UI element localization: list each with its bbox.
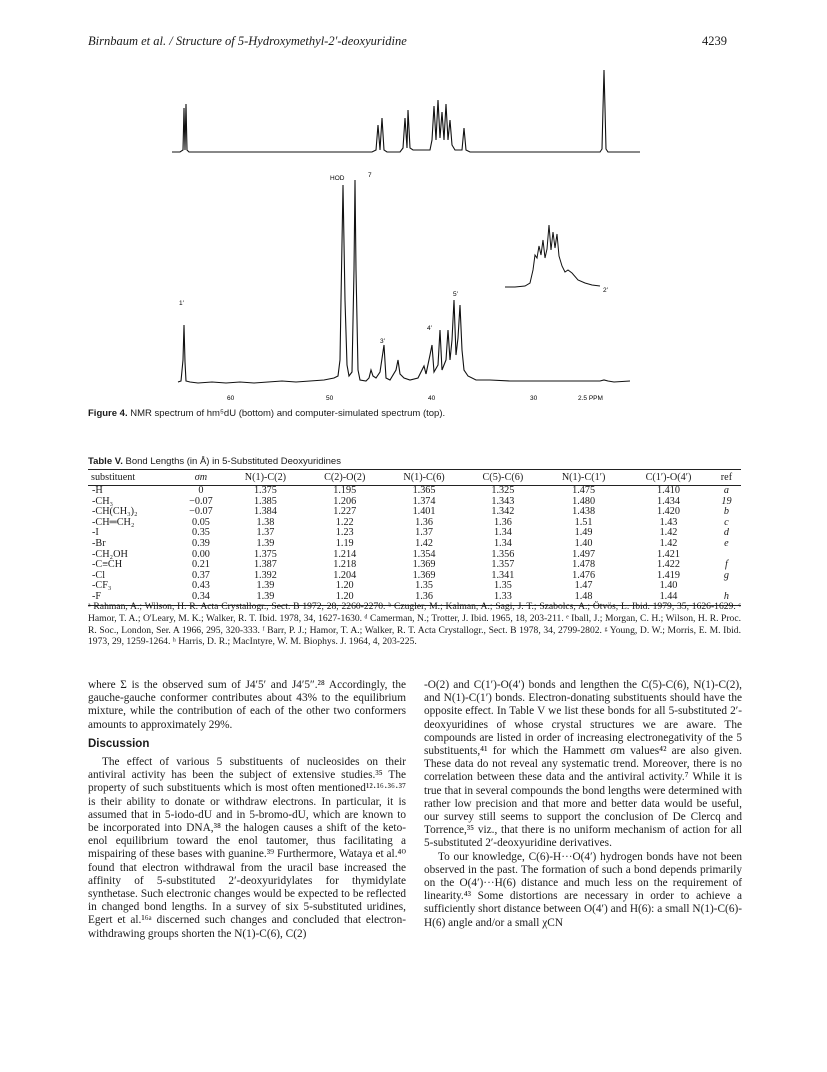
table-cell: 1.42 [415,537,433,549]
table-cell: -CF₃ [92,580,112,592]
table-cell: 1.39 [256,537,275,549]
table-cell: 0.43 [192,580,210,592]
table-cell: a [723,485,729,496]
table-cell: d [723,527,729,539]
table-cell: 1.40 [659,580,678,592]
table-cell: 1.374 [412,495,436,507]
table-cell: 1.354 [412,548,436,560]
table-cell: 1.475 [572,485,596,496]
table-header-row [88,470,741,486]
col-header-c1po4p: C(1′)-O(4′) [625,470,712,486]
table-cell: 19 [721,495,732,507]
table-cell: 1.23 [335,527,354,539]
table-cell: 1.341 [491,569,515,581]
section-heading-discussion: Discussion [88,737,150,750]
table-label: Table V. [88,456,123,467]
peak-label-h7: 7 [368,172,372,179]
table-cell: 1.42 [659,527,678,539]
table-cell: 1.47 [574,580,593,592]
table-caption [88,456,341,467]
paragraph: -O(2) and C(1′)-O(4′) bonds and lengthen the C(5)-C(6), N(1)-C(2), and N(1)-C(1′) bonds. Electron-donating substituents should have the opposite effect. In Table V we list these bonds for all 5-substituted 2′-deoxyuridines of whose crystal structures we are aware. The compounds are listed in order of increasing electronegativity of the 5 substituents,⁴¹ for which the Hammett σm values⁴² are also given. These data do not reveal any systematic trend. Moreover, there is no correlation between these data and the antiviral activity.⁷ While it is true that in several compounds the bond lengths were determined with rather low precision and that more and better data would be useful, our survey still seems to support the conclusion of De Clercq and Torrence,³⁵ viz., that there is no uniform mechanism of action for all 5-substituted 2′-deoxyuridine derivatives. [424,679,742,850]
figure-caption-text: NMR spectrum of hm⁵dU (bottom) and computer-simulated spectrum (top). [130,408,446,419]
table-cell: 1.356 [491,548,515,560]
text-column-right [424,679,742,930]
table-cell: 1.34 [493,537,512,549]
col-header-sigma: σm [176,470,226,486]
text-column-left [88,679,406,941]
table-cell: 0 [198,485,204,496]
table-cell: 1.497 [572,548,596,560]
table-cell: −0.07 [189,506,213,518]
table-cell: 1.34 [493,527,512,539]
table-cell: -CH(CH₃)₂ [92,506,138,518]
axis-tick-40: 40 [428,395,436,402]
table-row [88,539,741,550]
table-cell: 1.42 [659,537,678,549]
table-cell: −0.07 [189,495,213,507]
col-header-n1c6: N(1)-C(6) [384,470,463,486]
peak-label-h1: 1′ [179,300,184,307]
table-cell: -I [92,527,99,539]
peak-label-hod: HOD [330,175,345,182]
table-cell: 1.357 [491,559,515,571]
table-cell: 1.195 [333,485,357,496]
table-cell: 1.37 [415,527,433,539]
table-cell: 0.21 [192,559,210,571]
table-cell: 1.343 [491,495,515,507]
table-cell: 0.34 [176,592,226,605]
table-cell: 1.385 [253,495,277,507]
table-cell: -Br [92,537,106,549]
table-cell: 1.369 [412,569,436,581]
table-cell: 1.401 [412,506,436,518]
table-cell: 1.369 [412,559,436,571]
paragraph: To our knowledge, C(6)-H···O(4′) hydrogen bonds have not been observed in the past. The formation of such a bond depends primarily on the O(4′)···H(6) distance and much less on the requirement of linearity.⁴³ Some distortions are necessary in order to achieve a sufficiently short distance between O(4′) and H(6): a small N(1)-C(6)-H(6) angle and/or a small χCN [424,850,742,929]
table-cell: 1.476 [572,569,596,581]
table-cell: 1.419 [657,569,680,581]
table-cell: 0.35 [192,527,210,539]
table-cell: 1.20 [335,580,354,592]
table-cell: 1.36 [384,592,463,605]
peak-label-h4: 4′ [427,325,432,332]
table-cell: 1.384 [253,506,277,518]
table-cell: 1.375 [253,548,277,560]
table-cell: 1.387 [253,559,277,571]
table-cell: 1.204 [333,569,357,581]
table-cell: b [723,506,729,518]
axis-tick-30: 30 [530,395,538,402]
page-number: 4239 [702,34,727,48]
table-cell: f [725,559,728,571]
table-cell: 1.325 [491,485,515,496]
col-header-n1c1p: N(1)-C(1′) [542,470,625,486]
col-header-n1c2: N(1)-C(2) [226,470,305,486]
table-cell: 1.35 [493,580,512,592]
table-cell: 1.44 [625,592,712,605]
simulated-spectrum-trace [172,70,640,152]
table-cell: 1.434 [657,495,680,507]
axis-tick-50: 50 [326,395,334,402]
table-cell: 0.00 [192,548,210,560]
table-body [88,486,741,606]
col-header-substituent: substituent [88,470,176,486]
table-cell: 0.39 [192,537,210,549]
figure-label: Figure 4. [88,408,128,419]
table-cell: -CH₃ [92,495,114,507]
axis-tick-60: 60 [227,395,235,402]
table-cell: e [724,537,729,549]
table-cell: 1.422 [657,559,680,571]
table-cell: -H [92,485,103,496]
table-cell: 1.214 [333,548,357,560]
table-cell: 1.19 [335,537,354,549]
table-cell: 0.05 [192,516,210,528]
table-cell: 1.43 [659,516,678,528]
table-cell: 1.22 [335,516,354,528]
experimental-spectrum-trace [178,180,630,383]
table-cell: h [712,592,741,605]
table-cell: 1.392 [253,569,277,581]
table-cell: 1.33 [464,592,542,605]
table-cell: 1.20 [305,592,384,605]
col-header-ref: ref [712,470,741,486]
table-cell: 1.40 [574,537,593,549]
bond-length-table [88,469,741,606]
table-cell: g [723,569,729,581]
table-cell: -C≡CH [92,559,123,571]
table-cell: 1.39 [256,580,275,592]
table-cell: 1.206 [333,495,357,507]
peak-label-h3: 3′ [380,338,385,345]
table-cell: 1.342 [491,506,515,518]
table-cell: -CH═CH₂ [92,516,135,528]
table-cell: 1.410 [657,485,680,496]
table-cell: 1.51 [574,516,593,528]
table-cell: 1.438 [572,506,596,518]
table-cell: 1.227 [333,506,357,518]
table-cell: 1.36 [415,516,433,528]
table-cell: 1.218 [333,559,357,571]
table-cell: c [724,516,729,528]
table-footnote: ᵃ Rahman, A.; Wilson, H. R. Acta Crystallogr., Sect. B 1972, 28, 2260-2270. ᵇ Czugler, M.; Kalman, A.; Sagi, J. T.; Szabolcs, A.; Ötvös, L. Ibid. 1979, 35, 1626-1629. ᶜ Hamor, T. A.; O'Leary, M. K.; Walker, R. T. Ibid. 1978, 34, 1627-1630. ᵈ Camerman, N.; Trotter, J. Ibid. 1965, 18, 203-211. ᵉ Iball, J.; Morgan, C. H.; Wilson, H. R. Proc. R. Soc., London, Ser. A 1966, 295, 320-333. ᶠ Barr, P. J.; Hamor, T. A.; Walker, R. T. Acta Crystallogr., Sect. B 1978, 34, 2799-2802. ᵍ Young, D. W.; Morris, E. M. Ibid. 1973, 29, 1259-1264. ʰ Harris, D. R.; MacIntyre, W. M. Biophys. J. 1964, 4, 203-225. [88,601,741,648]
table-cell: 1.48 [542,592,625,605]
table-cell: 1.421 [657,548,680,560]
col-header-c2o2: C(2)-O(2) [305,470,384,486]
paragraph: The effect of various 5 substituents of nucleosides on their antiviral activity has been the subject of extensive studies.³⁵ The property of such substituents which is most often mentioned¹²·¹⁶·³⁶·³⁷ is their ability to donate or withdraw electrons. In particular, it is assumed that in 5-iodo-dU and in 5-bromo-dU, which are known to be incorporated into DNA,³⁸ the halogen causes a shift of the keto-enol equilibrium toward the enol tautomer, thus facilitating a mispairing of these bases with guanine.³⁹ Furthermore, Wataya et al.⁴⁰ found that electron withdrawal from the uracil base increased the affinity of 5-substituted 2′-deoxyuridylates for thymidylate synthetase. Such electronic changes would be expected to be reflected in changed bond lengths. In a survey of six 5-substituted uridines, Egert et al.¹⁶ᵃ discerned such changes and concluded that electron-withdrawing groups shorten the N(1)-C(6), C(2) [88,756,406,940]
table-cell: -CH₂OH [92,548,128,560]
running-head: Birnbaum et al. / Structure of 5-Hydroxymethyl-2′-deoxyuridine [88,34,407,48]
col-header-c5c6: C(5)-C(6) [464,470,542,486]
figure-caption [88,408,445,419]
table-cell: 1.375 [253,485,277,496]
table-cell: 1.39 [226,592,305,605]
table-cell: 0.37 [192,569,210,581]
table-cell: 1.480 [572,495,596,507]
peak-label-h2: 2′ [603,287,608,294]
paragraph: where Σ is the observed sum of J4′5′ and J4′5″.²⁸ Accordingly, the gauche-gauche conformer contributes about 43% to the equilibrium mixture, while the contribution of each of the other two conformers amounts to approximately 29%. [88,679,406,731]
inset-expansion-trace [505,225,600,287]
table-row [88,486,741,497]
table-cell: 1.35 [415,580,433,592]
table-cell: 1.36 [493,516,512,528]
table-cell: 1.49 [574,527,593,539]
nmr-spectra-figure [0,0,827,410]
table-cell: -Cl [92,569,106,581]
table-cell: -F [88,592,176,605]
table-cell: 1.37 [256,527,275,539]
table-cell: 1.420 [657,506,680,518]
table-cell: 1.478 [572,559,596,571]
table-cell: 1.365 [412,485,436,496]
axis-tick-25ppm: 2.5 PPM [578,395,603,402]
table-caption-text: Bond Lengths (in Å) in 5-Substituted Deoxyuridines [125,456,341,467]
peak-label-h5: 5′ [453,291,458,298]
table-cell: 1.38 [256,516,275,528]
